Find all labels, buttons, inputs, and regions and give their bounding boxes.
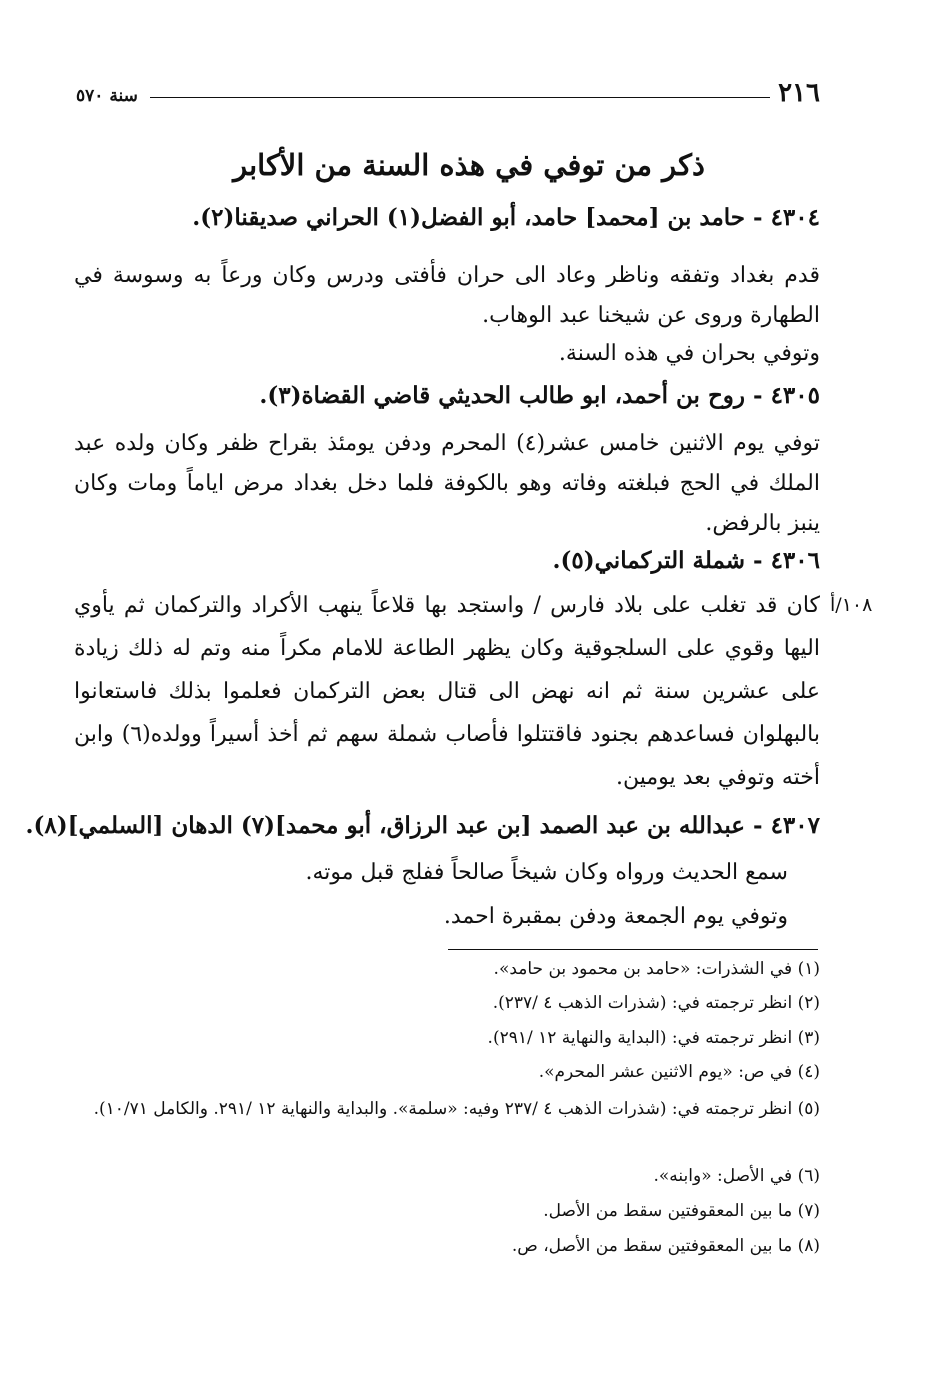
footnote-4: (٤) في ص: «يوم الاثنين عشر المحرم». bbox=[538, 1062, 820, 1082]
entry-line-4307-a: سمع الحديث ورواه وكان شيخاً صالحاً ففلج قبل موته. bbox=[305, 860, 788, 885]
page-number: ٢١٦ bbox=[778, 78, 820, 108]
entry-heading-4306: ٤٣٠٦ - شملة التركماني(٥). bbox=[552, 547, 820, 574]
footnote-2: (٢) انظر ترجمته في: (شذرات الذهب ٤ /٢٣٧). bbox=[492, 993, 820, 1013]
footnote-7: (٧) ما بين المعقوفتين سقط من الأصل. bbox=[543, 1201, 820, 1221]
manuscript-folio-ref: ١٠٨/أ bbox=[830, 594, 873, 616]
entry-line-4304: وتوفي بحران في هذه السنة. bbox=[558, 341, 820, 366]
footnote-8: (٨) ما بين المعقوفتين سقط من الأصل، ص. bbox=[511, 1236, 820, 1256]
footnote-5: (٥) انظر ترجمته في: (شذرات الذهب ٤ /٢٣٧ وفيه: «سلمة». والبداية والنهاية ١٢ /٢٩١. والكامل ١٠/٧١). bbox=[93, 1099, 820, 1119]
entry-heading-4305: ٤٣٠٥ - روح بن أحمد، ابو طالب الحديثي قاضي القضاة(٣). bbox=[259, 382, 820, 409]
entry-paragraph-4306: كان قد تغلب على بلاد فارس / واستجد بها قلاعاً ينهب الأكراد والتركمان ثم يأوي اليها وقوي على السلجوقية وكان يظهر الطاعة للامام مكراً منه وتم له ذلك زيادة على عشرين سنة ثم انه نهض الى قتال بعض التركمان فعلموا بذلك فاستعانوا بالبهلوان فساعدهم بجنود فاقتتلوا فأصاب شملة سهم ثم أخذ أسيراً وولده(٦) وابن أخته وتوفي بعد يومين. bbox=[74, 593, 820, 790]
entry-paragraph-4304: قدم بغداد وتفقه وناظر وعاد الى حران فأفتى ودرس وكان ورعاً به وسوسة في الطهارة وروى عن شيخنا عبد الوهاب. bbox=[74, 263, 820, 328]
header-rule bbox=[150, 97, 770, 98]
footnote-3: (٣) انظر ترجمته في: (البداية والنهاية ١٢ /٢٩١). bbox=[487, 1028, 820, 1048]
running-head-year: سنة ٥٧٠ bbox=[76, 86, 138, 106]
footnote-rule bbox=[448, 949, 818, 950]
footnote-6: (٦) في الأصل: «وابنه». bbox=[653, 1166, 820, 1186]
entry-heading-4307: ٤٣٠٧ - عبدالله بن عبد الصمد [بن عبد الرزاق، أبو محمد](٧) الدهان [السلمي](٨). bbox=[25, 812, 820, 839]
entry-heading-4304: ٤٣٠٤ - حامد بن [محمد] حامد، أبو الفضل(١) الحراني صديقنا(٢). bbox=[192, 204, 820, 231]
entry-paragraph-4305: توفي يوم الاثنين خامس عشر(٤) المحرم ودفن يومئذ بقراح ظفر وكان ولده عبد الملك في الحج فبلغته وفاته وهو بالكوفة فلما دخل بغداد مرض اياماً ومات وكان ينبز بالرفض. bbox=[74, 431, 820, 536]
section-title: ذكر من توفي في هذه السنة من الأكابر bbox=[233, 148, 705, 182]
footnote-1: (١) في الشذرات: «حامد بن محمود بن حامد». bbox=[493, 959, 820, 979]
entry-line-4307-b: وتوفي يوم الجمعة ودفن بمقبرة احمد. bbox=[443, 904, 788, 929]
